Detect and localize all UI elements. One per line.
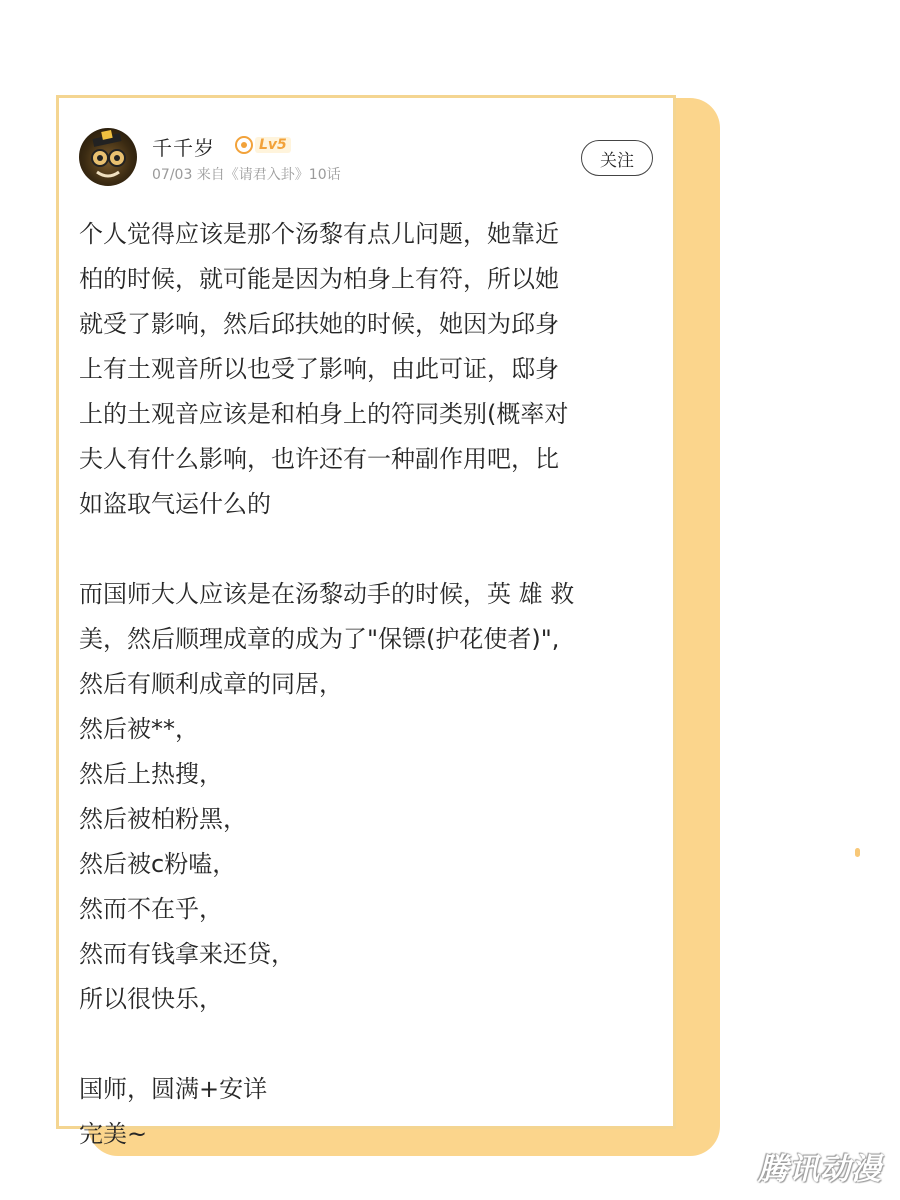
comment-line: 然后被c粉嗑， bbox=[79, 850, 237, 878]
comment-line: 个人觉得应该是那个汤黎有点儿问题，她靠近 bbox=[79, 220, 559, 248]
level-badge bbox=[235, 134, 291, 156]
comment-line: 然后有顺利成章的同居， bbox=[79, 670, 343, 698]
comment-line: 上有土观音所以也受了影响，由此可证，邸身 bbox=[79, 355, 559, 383]
comment-line: 国师，圆满+安详 bbox=[79, 1075, 268, 1103]
comment-line: 而国师大人应该是在汤黎动手的时候，英 雄 救 bbox=[79, 580, 575, 608]
decorative-dot bbox=[855, 848, 860, 857]
avatar[interactable] bbox=[79, 128, 137, 186]
comment-line: 然后被**， bbox=[79, 715, 199, 743]
comment-line bbox=[79, 527, 659, 572]
comment-card bbox=[56, 95, 676, 1148]
comment-line: 然而有钱拿来还贷， bbox=[79, 940, 295, 968]
level-icon bbox=[235, 136, 253, 154]
comment-line: 就受了影响，然后邱扶她的时候，她因为邱身 bbox=[79, 310, 559, 338]
comment-line: 上的土观音应该是和柏身上的符同类别(概率对 bbox=[79, 400, 569, 428]
comment-line: 完美~ bbox=[79, 1120, 148, 1148]
post-meta: 07/03 来自《请君入卦》10话 bbox=[152, 167, 341, 183]
avatar-icon bbox=[79, 128, 137, 186]
level-text: Lv5 bbox=[255, 137, 291, 153]
comment-line: 然而不在乎， bbox=[79, 895, 223, 923]
comment-line bbox=[79, 1022, 659, 1067]
username[interactable]: 千千岁 bbox=[152, 136, 215, 160]
comment-line: 柏的时候，就可能是因为柏身上有符，所以她 bbox=[79, 265, 559, 293]
comment-line: 所以很快乐， bbox=[79, 985, 223, 1013]
comment-line: 然后上热搜， bbox=[79, 760, 223, 788]
watermark-logo: 腾讯动漫 bbox=[758, 1152, 882, 1187]
comment-line: 如盗取气运什么的 bbox=[79, 490, 271, 518]
comment-line: 夫人有什么影响，也许还有一种副作用吧，比 bbox=[79, 445, 559, 473]
follow-button[interactable]: 关注 bbox=[581, 140, 653, 176]
comment-body bbox=[79, 212, 659, 1157]
comment-line: 然后被柏粉黑， bbox=[79, 805, 247, 833]
comment-line: 美，然后顺理成章的成为了"保镖(护花使者)", bbox=[79, 625, 560, 653]
